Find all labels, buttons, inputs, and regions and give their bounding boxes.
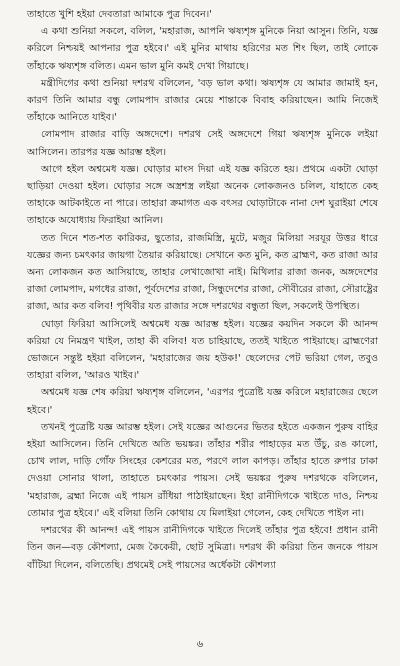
paragraph: মন্ত্রীদিগের কথা শুনিয়া দশরথ বলিলেন, 'বড় ভাল কথা। ঋষ্যশৃঙ্গ যে আমার জামাই হন, কারণ তিনি আমার বন্ধু লোমপাদ রাজার মেয়ে শান্তাকে বিবাহ করিয়াছেন। আমি নিজেই তাঁহাকে আনিতে যাইব।' [27,77,378,124]
paragraph: আগে হইল অশ্বমেধ যজ্ঞ। ঘোড়ার মাংস দিয়া এই যজ্ঞ করিতে হয়। প্রথমে একটা ঘোড়া ছাড়িয়া দেওয়া হইল। ঘোড়ার সঙ্গে অস্ত্রশস্ত্র লইয়া অনেক লোকজনও চলিল, যাহাতে কেহ তাহাকে আটকাইতে না পারে। তাহারা ক্রমাগত এক বৎসর ঘোড়াটাকে নানা দেশ ঘুরাইয়া শেষে তাহাকে অযোধ্যায় ফিরাইয়া আনিল। [27,163,378,227]
paragraph: দশরথের কী আনন্দ! এই পায়স রানীদিগকে খাইতে দিলেই তাঁহার পুত্র হইবে! প্রধান রানী তিন জন—বড় কৌশল্যা, মেজ কৈকেয়ী, ছোট সুমিত্রা। দশরথ কী করিয়া তিন জনকে পায়স বাঁটিয়া দিলেন, বলিতেছি। প্রথমেই সেই পায়সের অর্ধেকটা কৌশল্যা [27,525,378,571]
paragraph: তাহাতে খুশি হইয়া দেবতারা আমাকে পুত্র দিবেন।' [27,9,212,20]
paragraph: ঘোড়া ফিরিয়া আসিলেই অশ্বমেধ যজ্ঞ আরম্ভ হইল। যজ্ঞের কয়দিন সকলে কী আনন্দ করিয়া যে নিমন্ত্রণ খাইল, তাহা কী বলিব! যত চাহিয়াছে, ততই খাইতে পাইয়াছে। ব্রাহ্মণেরা ভোজনে সন্তুষ্ট হইয়া বলিলেন, 'মহারাজের জয় হউক!' ছেলেদের পেট ভরিয়া গেল, তবুও তাহারা বলিল, 'আরও খাইব।' [27,318,378,382]
paragraph: লোমপাদ রাজার বাড়ি অঙ্গদেশে। দশরথ সেই অঙ্গদেশে গিয়া ঋষ্যশৃঙ্গ মুনিকে লইয়া আসিলেন। তারপর যজ্ঞ আরম্ভ হইল। [27,129,378,158]
paragraph: তত দিনে শত-শত কারিকর, ছুতোর, রাজমিস্ত্রি, মুটে, মজুর মিলিয়া সরযূর উত্তর ধারে যজ্ঞের জন্য চমৎকার জায়গা তৈয়ার করিয়াছে। সেখানে কত মুনি, কত ব্রাহ্মণ, কত রাজা আর অন্য লোকজন কত আসিয়াছে, তাহার লেখাজোখা নাই। মিথিলার রাজা জনক, অঙ্গদেশের রাজা লোমপাদ, মগধের রাজা, পূর্বদেশের রাজা, সিন্ধুদেশের রাজা, সৌবীরের রাজা, সৌরাষ্ট্রের রাজা, আর কত বলিব! পৃথিবীর যত রাজার সঙ্গে দশরথের বন্ধুতা ছিল, সকলেই উপস্থিত। [27,232,378,313]
paragraph: তখনই পুত্রেষ্টি যজ্ঞ আরম্ভ হইল। সেই যজ্ঞের আগুনের ভিতর হইতে একজন পুরুষ বাহির হইয়া আসিলেন। তিনি দেখিতে অতি ভয়ঙ্কর। তাঁহার শরীর পাহাড়ের মত উঁচু, রঙ কালো, চোখ লাল, দাড়ি গোঁফ সিংহের কেশরের মত, পরণে লাল কাপড়। তাঁহার হাতে রুপার ঢাকা দেওয়া সোনার থালা, তাহাতে চমৎকার পায়স। সেই ভয়ঙ্কর পুরুষ দশরথকে বলিলেন, 'মহারাজ, ব্রহ্মা নিজে এই পায়স রাঁধিয়া পাঠাইয়াছেন। ইহা রানীদিগকে খাইতে দাও, নিশ্চয় তোমার পুত্র হইবে।' এই বলিয়া তিনি কোথায় যে মিলাইয়া গেলেন, কেহ দেখিতে পাইল না। [27,421,378,519]
paragraph: অশ্বমেধ যজ্ঞ শেষ করিয়া ঋষ্যশৃঙ্গ বলিলেন, 'এরপর পুত্রেষ্টি যজ্ঞ করিলে মহারাজের ছেলে হইবে।' [27,387,378,416]
story-text [27,6,378,574]
page-number: ৬ [196,639,204,650]
paragraph: এ কথা শুনিয়া সকলে, বলিল, 'মহারাজ, আপনি ঋষ্যশৃঙ্গ মুনিকে নিয়া আসুন। তিনি, যজ্ঞ করিলে নিশ্চয়ই আপনার পুত্র হইবে।' এই মুনির মাথায় হরিণের মত শিং ছিল, তাই লোকে তাঁহাকে ঋষ্যশৃঙ্গ বলিত। এমন ভাল মুনি কমই দেখা গিয়াছে। [27,26,378,72]
